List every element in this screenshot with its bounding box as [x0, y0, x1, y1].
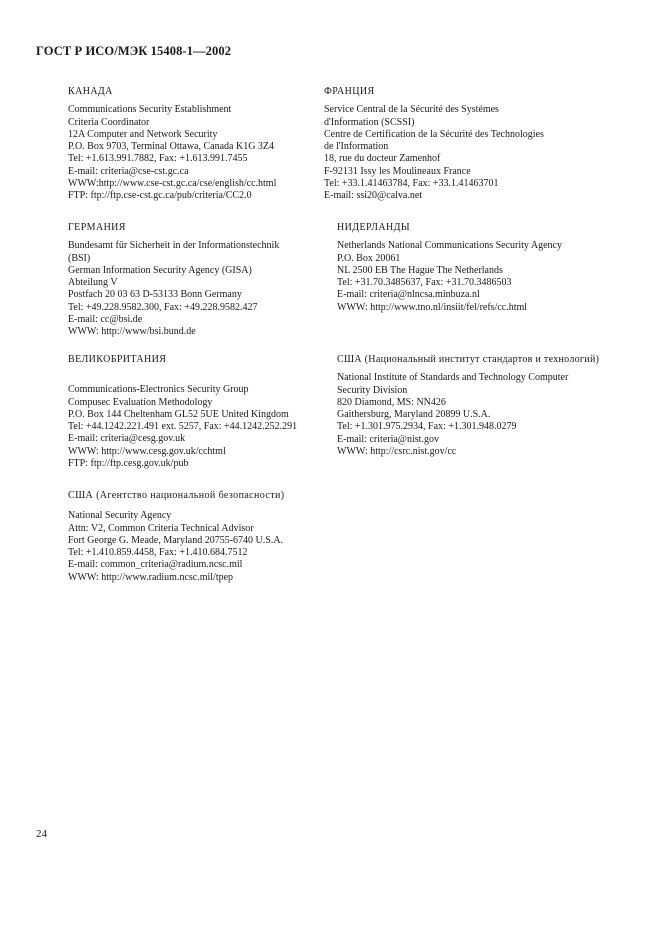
address-line: Criteria Coordinator [68, 116, 150, 128]
address-line: Fort George G. Meade, Maryland 20755-6740 U.S.A. [68, 534, 284, 546]
country-heading: НИДЕРЛАНДЫ [337, 222, 410, 233]
address-line: Service Central de la Sécurité des Systémes [324, 104, 499, 116]
www-line: WWW: http://www/bsi.bund.de [68, 326, 196, 338]
address-line: P.O. Box 144 Cheltenham GL52 5UE United Kingdom [68, 408, 289, 420]
email-line: E-mail: criteria@nlncsa.minbuza.nl [337, 289, 480, 301]
org-block-netherlands [337, 222, 609, 314]
www-line: WWW: http://www.cesg.gov.uk/cchtml [68, 445, 226, 457]
email-line: E-mail: ssi20@calva.net [324, 190, 423, 202]
address-line: Communications-Electronics Security Group [68, 384, 249, 396]
address-line: Gaithersburg, Maryland 20899 U.S.A. [337, 409, 491, 421]
org-block-united-kingdom [68, 354, 340, 470]
address-line: Communications Security Establishment [68, 104, 232, 116]
phone-line: Tel: +1.410.859.4458, Fax: +1.410.684.7512 [68, 547, 248, 559]
phone-line: Tel: +31.70.3485637, Fax: +31.70.3486503 [337, 277, 512, 289]
address-line: National Security Agency [68, 510, 172, 522]
address-line: 12A Computer and Network Security [68, 128, 218, 140]
country-heading: США (Агентство национальной безопасности) [68, 490, 285, 501]
org-block-germany [68, 222, 340, 339]
www-line: WWW: http://www.tno.nl/insiit/fel/refs/cc.html [337, 301, 528, 313]
address-line: Attn: V2, Common Criteria Technical Advisor [68, 522, 254, 534]
address-line: German Information Security Agency (GISA) [68, 264, 252, 276]
email-line: E-mail: criteria@cesg.gov.uk [68, 433, 186, 445]
country-heading: ФРАНЦИЯ [324, 86, 375, 97]
phone-line: Tel: +1.301.975.2934, Fax: +1.301.948.0279 [337, 421, 517, 433]
org-block-france [324, 86, 596, 203]
address-line: d'Information (SCSSI) [324, 116, 415, 128]
ftp-line: FTP: ftp://ftp.cesg.gov.uk/pub [68, 458, 189, 470]
page-number: 24 [36, 828, 47, 840]
phone-line: Tel: +44.1242.221.491 ext. 5257, Fax: +44.1242.252.291 [68, 421, 298, 433]
email-line: E-mail: cc@bsi.de [68, 314, 143, 326]
org-block-usa-nsa [68, 490, 340, 584]
address-line: National Institute of Standards and Technology Computer [337, 372, 569, 384]
address-line: Security Division [337, 384, 408, 396]
document-header: ГОСТ Р ИСО/МЭК 15408-1—2002 [36, 44, 232, 58]
address-line: de l'Information [324, 141, 389, 153]
www-line: WWW:http://www.cse-cst.gc.ca/cse/english/cc.html [68, 178, 277, 190]
org-block-canada [68, 86, 340, 203]
phone-line: Tel: +1.613.991.7882, Fax: +1.613.991.7455 [68, 153, 248, 165]
ftp-line: FTP: ftp://ftp.cse-cst.gc.ca/pub/criteria/CC2.0 [68, 190, 252, 202]
country-heading: КАНАДА [68, 86, 113, 97]
email-line: E-mail: criteria@cse-cst.gc.ca [68, 165, 189, 177]
www-line: WWW: http://www.radium.ncsc.mil/tpep [68, 571, 234, 583]
address-line: P.O. Box 9703, Terminal Ottawa, Canada K1G 3Z4 [68, 141, 275, 153]
phone-line: Tel: +49.228.9582.300, Fax: +49.228.9582.427 [68, 301, 258, 313]
country-heading: США (Национальный институт стандартов и технологий) [337, 354, 600, 365]
address-line: NL 2500 EB The Hague The Netherlands [337, 264, 503, 276]
address-line: 820 Diamond, MS: NN426 [337, 396, 446, 408]
address-line: Bundesamt für Sicherheit in der Informationstechnik [68, 240, 280, 252]
email-line: E-mail: common_criteria@radium.ncsc.mil [68, 559, 243, 571]
www-line: WWW: http://csrc.nist.gov/cc [337, 446, 457, 458]
address-line: F-92131 Issy les Moulineaux France [324, 165, 471, 177]
country-heading: ГЕРМАНИЯ [68, 222, 126, 233]
org-block-usa-nist [337, 354, 601, 458]
address-line: Centre de Certification de la Sécurité des Technologies [324, 128, 544, 140]
country-heading: ВЕЛИКОБРИТАНИЯ [68, 354, 167, 365]
address-line: Abteilung V [68, 277, 118, 289]
address-line: Compusec Evaluation Methodology [68, 396, 213, 408]
phone-line: Tel: +33.1.41463784, Fax: +33.1.41463701 [324, 178, 499, 190]
address-line: 18, rue du docteur Zamenhof [324, 153, 441, 165]
address-line: Netherlands National Communications Security Agency [337, 240, 562, 252]
email-line: E-mail: criteria@nist.gov [337, 433, 439, 445]
address-line: Postfach 20 03 63 D-53133 Bonn Germany [68, 289, 242, 301]
address-line: P.O. Box 20061 [337, 252, 401, 264]
address-line: (BSI) [68, 252, 91, 264]
